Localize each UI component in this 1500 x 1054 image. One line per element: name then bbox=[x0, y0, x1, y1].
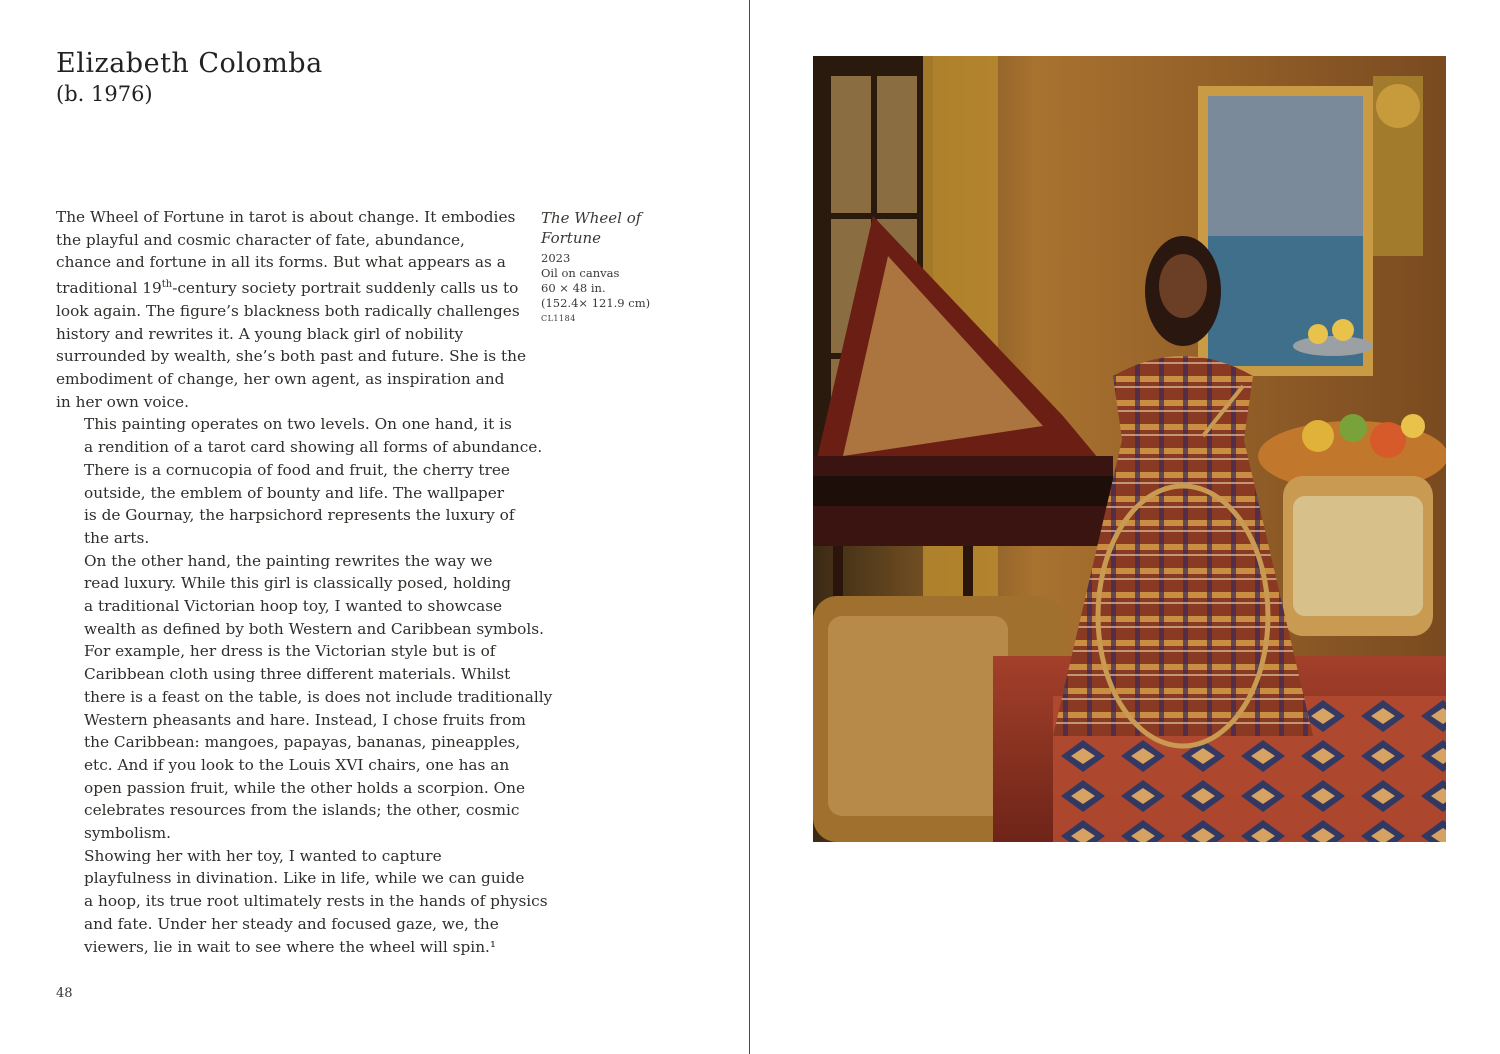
essay-line: a traditional Victorian hoop toy, I wanted to showcase bbox=[84, 597, 503, 616]
essay-line: On the other hand, the painting rewrites the way we bbox=[84, 551, 493, 570]
essay-line: etc. And if you look to the Louis XVI chairs, one has an bbox=[84, 755, 510, 774]
essay-line: Caribbean cloth using three different materials. Whilst bbox=[84, 665, 511, 684]
essay-line: surrounded by wealth, she’s both past and future. She is the bbox=[56, 347, 527, 366]
painting-image bbox=[813, 56, 1446, 842]
artwork-title-line-1: The Wheel of bbox=[541, 209, 642, 227]
essay-paragraph bbox=[56, 550, 553, 845]
essay-paragraph bbox=[56, 413, 543, 549]
painting-illustration bbox=[813, 56, 1446, 842]
essay-line: a hoop, its true root ultimately rests in the hands of physics bbox=[84, 892, 548, 911]
essay-line: Showing her with her toy, I wanted to capture bbox=[84, 846, 442, 865]
essay-paragraph bbox=[56, 845, 548, 959]
essay-line: open passion fruit, while the other holds a scorpion. One bbox=[84, 778, 526, 797]
essay-line: The Wheel of Fortune in tarot is about change. It embodies bbox=[56, 208, 516, 226]
essay-line: and fate. Under her steady and focused gaze, we, the bbox=[84, 914, 499, 933]
essay-line: read luxury. While this girl is classically posed, holding bbox=[84, 574, 512, 593]
essay-line: viewers, lie in wait to see where the wheel will spin.¹ bbox=[84, 937, 497, 956]
essay-line: There is a cornucopia of food and fruit, the cherry tree bbox=[84, 460, 510, 479]
essay-line: celebrates resources from the islands; the other, cosmic bbox=[84, 801, 520, 820]
artist-name: Elizabeth Colomba bbox=[56, 48, 323, 79]
essay-line: embodiment of change, her own agent, as inspiration and bbox=[56, 370, 505, 389]
essay-line: For example, her dress is the Victorian style but is of bbox=[84, 642, 496, 661]
essay-line: a rendition of a tarot card showing all forms of abundance. bbox=[84, 438, 543, 457]
essay-line: the Caribbean: mangoes, papayas, bananas, pineapples, bbox=[84, 733, 521, 752]
page-number: 48 bbox=[56, 986, 73, 1001]
essay-line: playfulness in divination. Like in life, while we can guide bbox=[84, 869, 525, 888]
essay-line: is de Gournay, the harpsichord represents the luxury of bbox=[84, 506, 515, 525]
essay-line: This painting operates on two levels. On one hand, it is bbox=[84, 415, 512, 434]
essay-line: there is a feast on the table, is does not include traditionally bbox=[84, 687, 553, 706]
essay-line: Western pheasants and hare. Instead, I chose fruits from bbox=[84, 710, 526, 729]
essay-line: the playful and cosmic character of fate, abundance, bbox=[56, 230, 465, 249]
left-page bbox=[0, 0, 749, 1054]
artwork-year: 2023 bbox=[541, 251, 571, 265]
artwork-catalog-code: CL1184 bbox=[541, 314, 576, 323]
artwork-dimensions-in: 60 × 48 in. bbox=[541, 281, 606, 295]
essay-line: in her own voice. bbox=[56, 392, 189, 411]
essay-line: wealth as defined by both Western and Caribbean symbols. bbox=[84, 619, 544, 638]
artwork-dimensions-cm: (152.4× 121.9 cm) bbox=[541, 296, 651, 310]
essay-line: the arts. bbox=[84, 528, 150, 547]
essay-line: chance and fortune in all its forms. But what appears as a bbox=[56, 253, 506, 272]
essay-line: symbolism. bbox=[84, 824, 172, 843]
essay-paragraph bbox=[56, 206, 526, 413]
essay-line: history and rewrites it. A young black girl of nobility bbox=[56, 324, 464, 343]
right-page bbox=[750, 0, 1500, 1054]
essay-line: traditional 19th-century society portrait suddenly calls us to bbox=[56, 279, 519, 298]
essay-line: look again. The figure’s blackness both radically challenges bbox=[56, 301, 520, 320]
artwork-medium: Oil on canvas bbox=[541, 266, 620, 280]
artist-dates: (b. 1976) bbox=[56, 82, 153, 106]
artwork-caption bbox=[541, 208, 661, 323]
essay-line: outside, the emblem of bounty and life. The wallpaper bbox=[84, 483, 505, 502]
essay-text bbox=[56, 206, 553, 958]
artwork-title-line-2: Fortune bbox=[541, 229, 602, 247]
